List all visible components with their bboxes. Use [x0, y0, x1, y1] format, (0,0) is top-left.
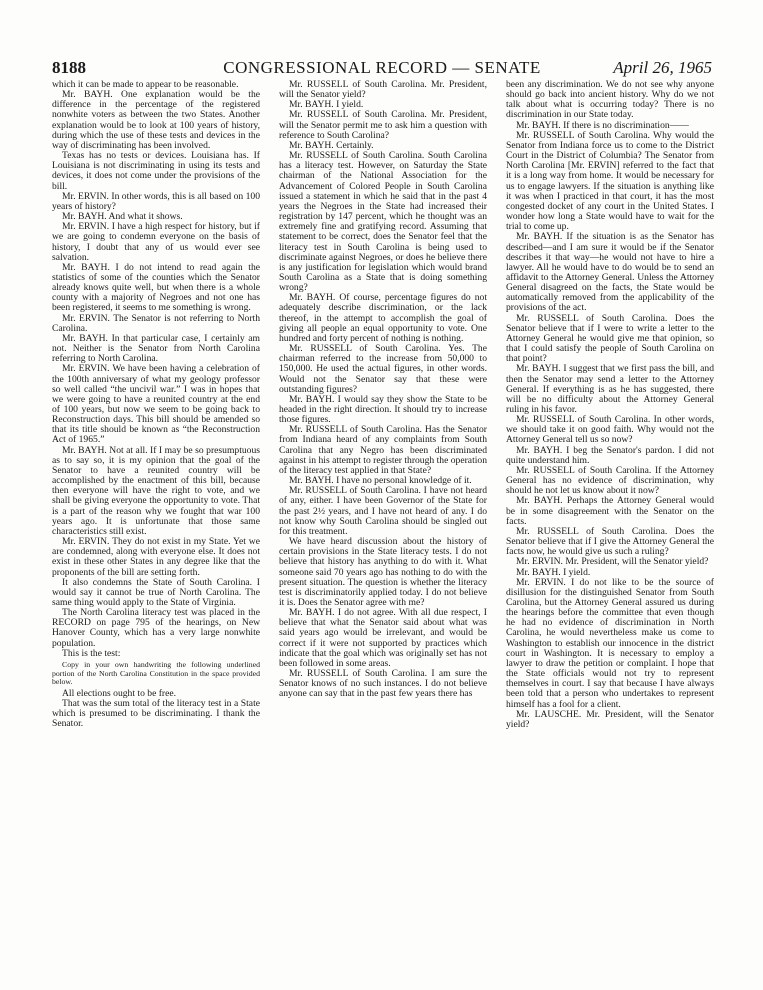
paragraph: Mr. BAYH. I have no personal knowledge of it. [289, 475, 472, 487]
paragraph: Mr. RUSSELL of South Carolina. Has the Senator from Indiana heard of any complaints from South Carolina that any Negro has been discriminated against in his attempt to register through the operation of the literacy test applied in that State? [279, 424, 487, 476]
paragraph: This is the test: [62, 647, 121, 659]
paragraph: Mr. RUSSELL of South Carolina. In other words, we should take it on good faith. Why would not the Attorney General tell us so now? [506, 414, 714, 446]
paragraph: Mr. RUSSELL of South Carolina. If the Attorney General has no evidence of discrimination, why should he not let us know about it now? [506, 464, 714, 497]
paragraph: That was the sum total of the literacy test in a State which is presumed to be discriminating. I thank the Senator. [52, 697, 260, 730]
paragraph: Mr. RUSSELL of South Carolina. South Carolina has a literacy test. However, on Saturday the State chairman of the National Association for the Advancement of Colored People in South Carolina issued a statement in which he said that in the past 4 years the Negroes in the State had increased their registration by 147 percent, which he thought was an extremely fine and gratifying record. Assuming that statement to be correct, does the Senator feel that the literacy test in South Carolina is being used to discriminate against Negroes, or does he believe there is any justification for legislation which would brand South Carolina as a State that is doing something wrong? [279, 150, 487, 294]
page-number: 8188 [52, 58, 86, 77]
column-middle [279, 80, 487, 916]
paragraph: Mr. BAYH. Perhaps the Attorney General would be in some disagreement with the Senator on the facts. [506, 495, 714, 527]
paragraph: Mr. ERVIN. I do not like to be the source of disillusion for the distinguished Senator from South Carolina, but the Attorney General assured us during the hearings before the committee that even though he had no evidence of discrimination in North Carolina, he would nevertheless make us come to Washington to establish our innocence in the district court in Washington. It is necessary to employ a lawyer to draw the petition or complaint. I hope that the State officials would not try to represent themselves in court. I say that because I have always been told that a person who undertakes to represent himself has a fool for a client. [506, 576, 714, 710]
page-header [52, 56, 712, 82]
paragraph: Mr. RUSSELL of South Carolina. Mr. President, will the Senator permit me to ask him a question with reference to South Carolina? [279, 109, 487, 141]
paragraph: It also condemns the State of South Carolina. I would say it cannot be true of North Carolina. The same thing would apply to the State of Virginia. [52, 576, 260, 608]
paragraph: Mr. BAYH. I yield. [516, 566, 591, 578]
paragraph: Mr. RUSSELL of South Carolina. Does the Senator believe that if I give the Attorney General the facts now, he would give us such a ruling? [506, 525, 714, 558]
paragraph: Mr. ERVIN. Mr. President, will the Senator yield? [516, 556, 709, 568]
paragraph: Mr. RUSSELL of South Carolina. I have not heard of any, either. I have been Governor of the State for the past 2½ years, and I have not heard of any. I do not know why South Carolina should be singled out for this treatment. [279, 485, 487, 537]
paragraph: Mr. LAUSCHE. Mr. President, will the Senator yield? [506, 708, 714, 730]
issue-date: April 26, 1965 [613, 58, 712, 77]
paragraph: Mr. BAYH. If the situation is as the Senator has described—and I am sure it would be if the Senator describes it that way—he would not have to hire a lawyer. All he would have to do would be to send an affidavit to the Attorney General. Unless the Attorney General disagreed on the facts, the State would be automatically removed from the applicability of the provisions of the act. [506, 231, 714, 314]
paragraph: Mr. BAYH. In that particular case, I certainly am not. Neither is the Senator from North Carolina referring to North Carolina. [52, 332, 260, 365]
paragraph: Mr. ERVIN. They do not exist in my State. Yet we are condemned, along with everyone else. It does not exist in these other States in any degree like that the proponents of the bill are setting forth. [52, 536, 260, 578]
paragraph: been any discrimination. We do not see why anyone should go back into ancient history. Why do we not talk about what is occurring today? There is no discrimination in our State today. [506, 80, 714, 121]
paragraph: Mr. ERVIN. The Senator is not referring to North Carolina. [52, 312, 260, 334]
paragraph: Mr. BAYH. And what it shows. [62, 211, 183, 223]
text-columns [52, 80, 714, 916]
paragraph: Mr. RUSSELL of South Carolina. Yes. The chairman referred to the increase from 50,000 to 150,000. He used the actual figures, in other words. Would not the Senator say that these were outstanding figures? [279, 343, 487, 395]
paragraph: Texas has no tests or devices. Louisiana has. If Louisiana is not discriminating in using its tests and devices, it does not come under the provisions of the bill. [52, 150, 260, 192]
publication-title: CONGRESSIONAL RECORD — SENATE [223, 58, 541, 77]
column-right [506, 80, 714, 916]
paragraph: Mr. ERVIN. In other words, this is all based on 100 years of history? [52, 190, 260, 212]
paragraph: Mr. ERVIN. I have a high respect for history, but if we are going to condemn everyone on the basis of history, I doubt that any of us would ever see salvation. [52, 221, 260, 263]
paragraph: Mr. BAYH. I yield. [289, 99, 364, 111]
paragraph: Mr. BAYH. I do not agree. With all due respect, I believe that what the Senator said about what was said years ago would be irrelevant, and would be correct if it were not supported by practices which indicate that the goal which was originally set has not been followed in some areas. [279, 607, 487, 669]
paragraph: Copy in your own handwriting the following underlined portion of the North Carolina Constitution in the space provided below. [52, 659, 260, 687]
paragraph: Mr. BAYH. I would say they show the State to be headed in the right direction. It should try to increase those figures. [279, 393, 487, 426]
paragraph: Mr. RUSSELL of South Carolina. Does the Senator believe that if I were to write a letter to the Attorney General he would give me that opinion, so that I could satisfy the people of South Carolina on that point? [506, 312, 714, 365]
paragraph: The North Carolina literacy test was placed in the RECORD on page 795 of the hearings, on New Hanover County, which has a very large nonwhite population. [52, 607, 260, 649]
paragraph: which it can be made to appear to be reasonable. [52, 80, 239, 90]
paragraph: Mr. RUSSELL of South Carolina. I am sure the Senator knows of no such instances. I do not believe anyone can say that in the past few years there has [279, 668, 487, 700]
paragraph: Mr. ERVIN. We have been having a celebration of the 100th anniversary of what my geology professor so well called “the uncivil war.” I was in hopes that we were going to have a reunited country at the end of 100 years, but now we seem to be going back to Reconstruction days. This bill should be amended so that its title should be known as “the Reconstruction Act of 1965.” [52, 363, 260, 446]
paragraph: All elections ought to be free. [62, 687, 177, 699]
paragraph: We have heard discussion about the history of certain provisions in the State literacy tests. I do not believe that history has anything to do with it. What someone said 70 years ago has nothing to do with the present situation. The question is whether the literacy test is discriminatorily applied today. I do not believe it is. Does the Senator agree with me? [279, 536, 487, 608]
paragraph: Mr. BAYH. I suggest that we first pass the bill, and then the Senator may send a letter to the Attorney General. If everything is as he has suggested, there will be no difficulty about the Attorney General ruling in his favor. [506, 363, 714, 415]
paragraph: Mr. BAYH. I beg the Senator's pardon. I did not quite understand him. [506, 444, 714, 466]
paragraph: Mr. BAYH. Of course, percentage figures do not adequately describe discrimination, or the lack thereof, in the attempt to accomplish the goal of giving all people an equal opportunity to vote. One hundred and forty percent of nothing is nothing. [279, 292, 487, 344]
paragraph: Mr. BAYH. Certainly. [289, 139, 374, 151]
column-left [52, 80, 260, 916]
paragraph: Mr. RUSSELL of South Carolina. Mr. President, will the Senator yield? [279, 80, 487, 101]
paragraph: Mr. RUSSELL of South Carolina. Why would the Senator from Indiana force us to come to the District Court in the District of Columbia? The Senator from North Carolina [Mr. ERVIN] referred to the fact that it is a long way from home. It would be necessary for us to engage lawyers. If the situation is anything like it was when I practiced in that court, it has the most congested docket of any court in the United States. I wonder how long a State would have to wait for the trial to come up. [506, 129, 714, 233]
paragraph: Mr. BAYH. Not at all. If I may be so presumptuous as to say so, it is my opinion that the goal of the Senator to have a reunited country will be accomplished by the enactment of this bill, because then everyone will have the right to vote, and we shall be giving everyone the opportunity to vote. That is a part of the reason why we fought that war 100 years ago. It is unfortunate that those same characteristics still exist. [52, 444, 260, 537]
paragraph: Mr. BAYH. If there is no discrimination—— [516, 119, 689, 131]
paragraph: Mr. BAYH. One explanation would be the difference in the percentage of the registered nonwhite voters as between the two States. Another explanation would be to look at 100 years of history, during which the use of these tests and devices in the way of discriminating has been involved. [52, 89, 260, 151]
paragraph: Mr. BAYH. I do not intend to read again the statistics of some of the counties which the Senator already knows quite well, but when there is a whole county with a majority of Negroes and not one has been registered, it seems to me something is wrong. [52, 261, 260, 314]
